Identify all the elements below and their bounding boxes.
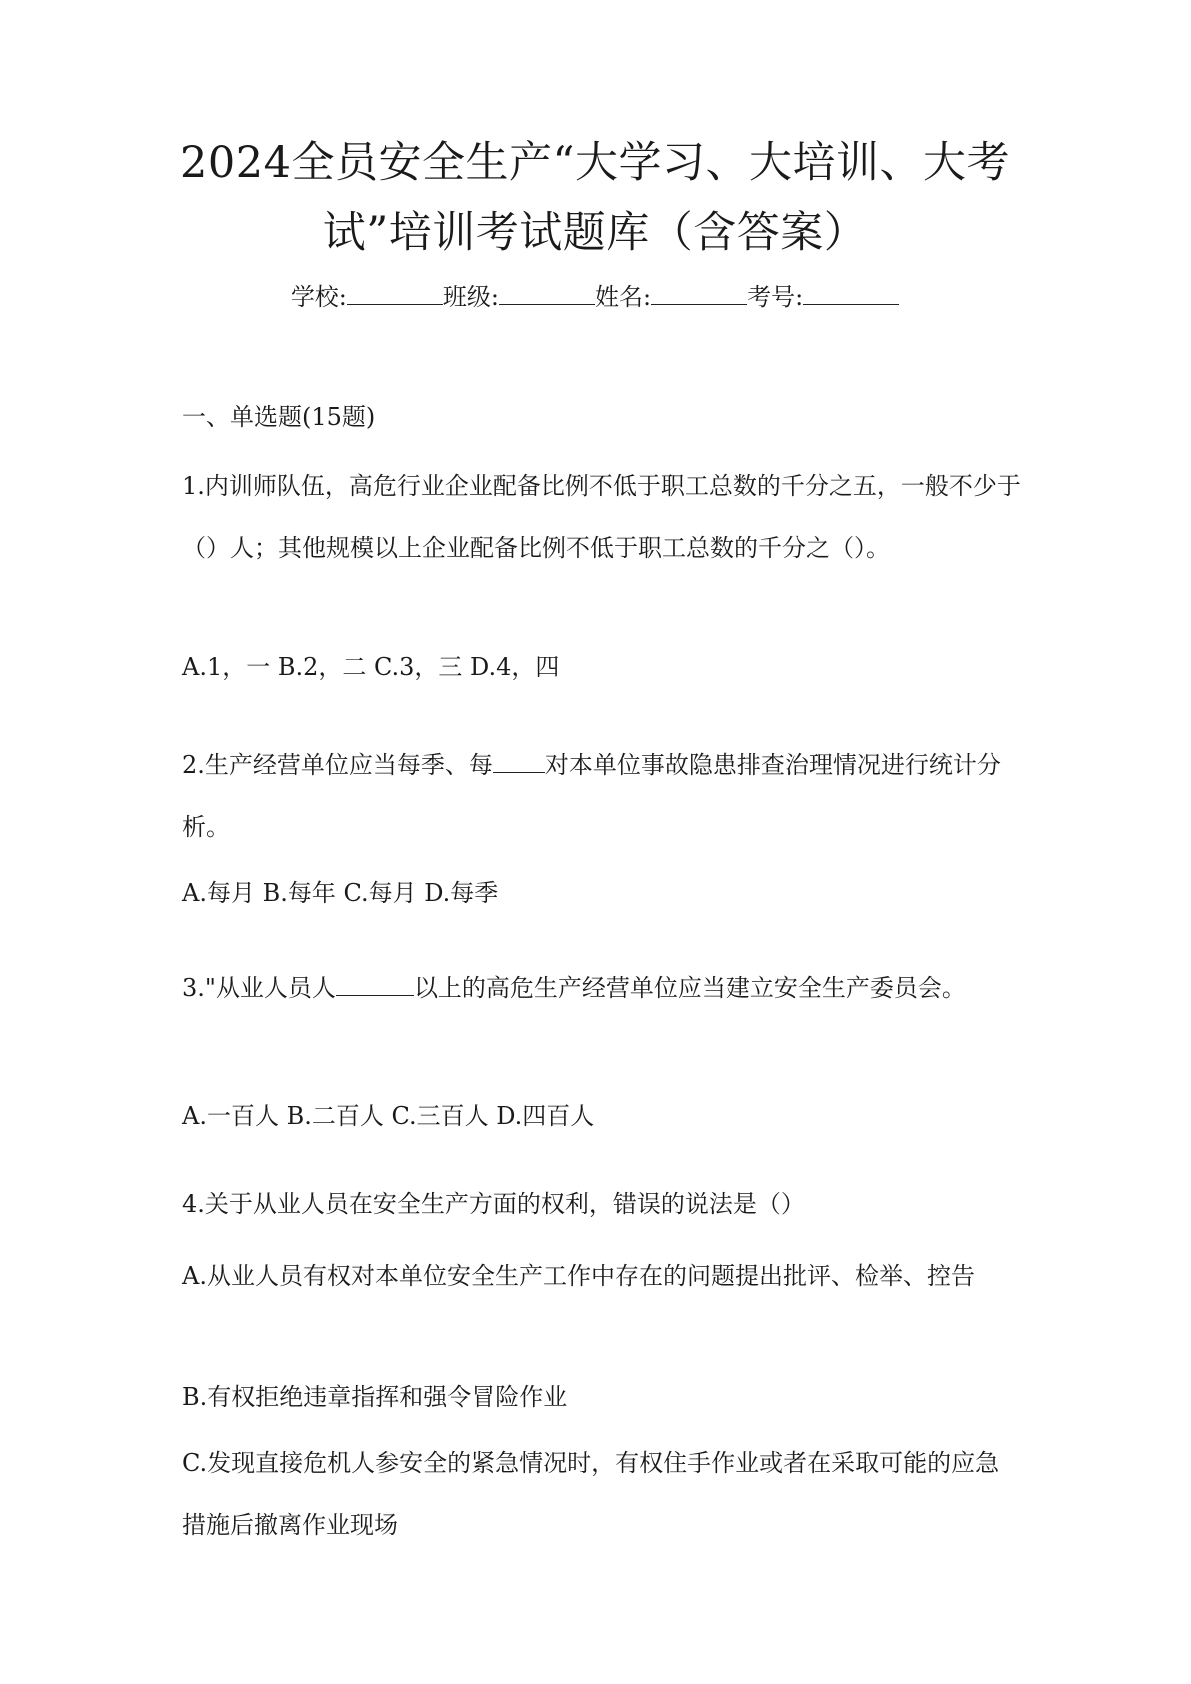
class-blank (499, 278, 595, 305)
name-label: 姓名: (595, 283, 652, 311)
title-line-2: 试”培训考试题库（含答案） (322, 208, 868, 258)
name-blank (651, 278, 747, 305)
exam-number-blank (803, 278, 899, 305)
school-label: 学校: (290, 283, 347, 311)
school-blank (347, 278, 443, 305)
exam-number-label: 考号: (747, 283, 804, 311)
question-4-option-a: A.从业人员有权对本单位安全生产工作中存在的问题提出批评、检举、控告 (182, 1262, 975, 1290)
question-3-text (182, 957, 1022, 1019)
question-3-blank (336, 973, 414, 996)
question-2-text-after: 对本单位事故隐患排查治理情况进行统计分析。 (182, 751, 1001, 841)
question-2-text-before: 2.生产经营单位应当每季、每 (182, 751, 493, 779)
question-3-options: A.一百人 B.二百人 C.三百人 D.四百人 (182, 1102, 595, 1130)
question-4-option-b: B.有权拒绝违章指挥和强令冒险作业 (182, 1383, 568, 1411)
question-3-text-before: 3."从业人员人 (182, 974, 336, 1002)
question-3-text-after: 以上的高危生产经营单位应当建立安全生产委员会。 (413, 974, 966, 1002)
question-4-option-c: C.发现直接危机人参安全的紧急情况时，有权住手作业或者在采取可能的应急措施后撤离作业现场 (182, 1449, 1000, 1539)
title-line-1: 2024全员安全生产“大学习、大培训、大考 (180, 138, 1010, 188)
question-2-blank (493, 750, 545, 773)
question-1-options: A.1，一 B.2，二 C.3，三 D.4，四 (182, 653, 560, 681)
document-title (170, 128, 1020, 268)
student-info-line (170, 278, 1020, 315)
question-4-text: 4.关于从业人员在安全生产方面的权利，错误的说法是（） (182, 1190, 805, 1218)
question-2-options: A.每月 B.每年 C.每月 D.每季 (182, 879, 499, 907)
question-2-text (182, 734, 1022, 858)
question-1-text: 1.内训师队伍，高危行业企业配备比例不低于职工总数的千分之五，一般不少于（）人；其他规模以上企业配备比例不低于职工总数的千分之（）。 (182, 472, 1021, 562)
class-label: 班级: (442, 283, 499, 311)
section-title: 一、单选题(15题) (182, 403, 376, 431)
